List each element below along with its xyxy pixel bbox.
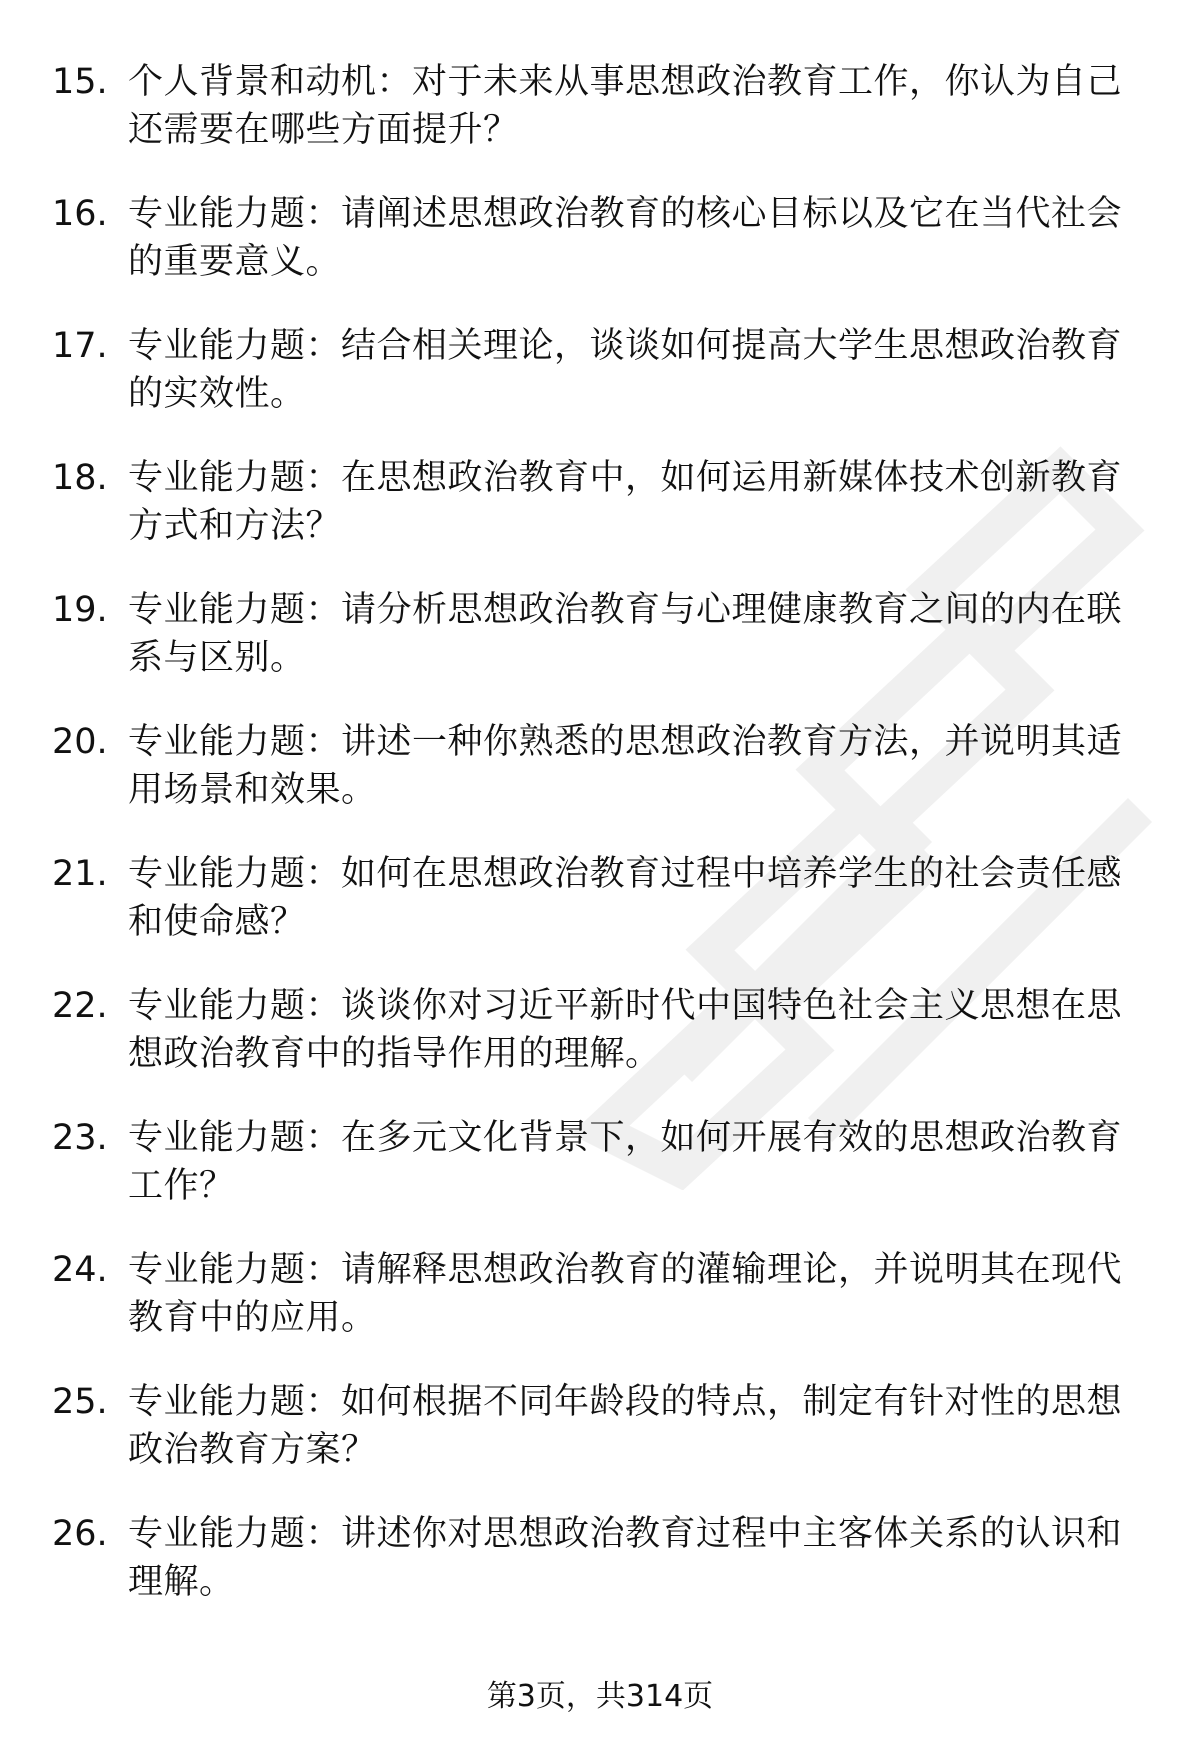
question-number: 15.: [52, 62, 108, 102]
list-item: [52, 1246, 1152, 1378]
question-text: 专业能力题：讲述一种你熟悉的思想政治教育方法，并说明其适用场景和效果。: [128, 722, 1123, 810]
question-number: 23.: [52, 1118, 108, 1158]
list-item: [52, 58, 1152, 190]
question-text: 专业能力题：请分析思想政治教育与心理健康教育之间的内在联系与区别。: [128, 590, 1123, 678]
list-item: [52, 850, 1152, 982]
question-number: 18.: [52, 458, 108, 498]
list-item: [52, 322, 1152, 454]
question-text: 专业能力题：谈谈你对习近平新时代中国特色社会主义思想在思想政治教育中的指导作用的理解。: [128, 986, 1123, 1074]
question-text: 专业能力题：讲述你对思想政治教育过程中主客体关系的认识和理解。: [128, 1514, 1123, 1602]
question-number: 26.: [52, 1514, 108, 1554]
question-number: 19.: [52, 590, 108, 630]
list-item: [52, 586, 1152, 718]
list-item: [52, 982, 1152, 1114]
list-item: [52, 718, 1152, 850]
question-number: 17.: [52, 326, 108, 366]
list-item: [52, 454, 1152, 586]
question-text: 专业能力题：在思想政治教育中，如何运用新媒体技术创新教育方式和方法？: [128, 458, 1123, 546]
question-text: 专业能力题：请解释思想政治教育的灌输理论，并说明其在现代教育中的应用。: [128, 1250, 1123, 1338]
question-text: 专业能力题：如何根据不同年龄段的特点，制定有针对性的思想政治教育方案？: [128, 1382, 1123, 1470]
question-number: 20.: [52, 722, 108, 762]
list-item: [52, 190, 1152, 322]
list-item: [52, 1114, 1152, 1246]
question-text: 个人背景和动机：对于未来从事思想政治教育工作，你认为自己还需要在哪些方面提升？: [128, 62, 1123, 150]
question-text: 专业能力题：在多元文化背景下，如何开展有效的思想政治教育工作？: [128, 1118, 1123, 1206]
question-number: 21.: [52, 854, 108, 894]
question-number: 25.: [52, 1382, 108, 1422]
question-number: 22.: [52, 986, 108, 1026]
question-text: 专业能力题：如何在思想政治教育过程中培养学生的社会责任感和使命感？: [128, 854, 1123, 942]
page-footer: 第3页，共314页: [486, 1679, 714, 1714]
question-number: 24.: [52, 1250, 108, 1290]
question-text: 专业能力题：结合相关理论，谈谈如何提高大学生思想政治教育的实效性。: [128, 326, 1123, 414]
question-list: [52, 58, 1152, 1642]
question-text: 专业能力题：请阐述思想政治教育的核心目标以及它在当代社会的重要意义。: [128, 194, 1123, 282]
list-item: [52, 1378, 1152, 1510]
list-item: [52, 1510, 1152, 1642]
question-number: 16.: [52, 194, 108, 234]
